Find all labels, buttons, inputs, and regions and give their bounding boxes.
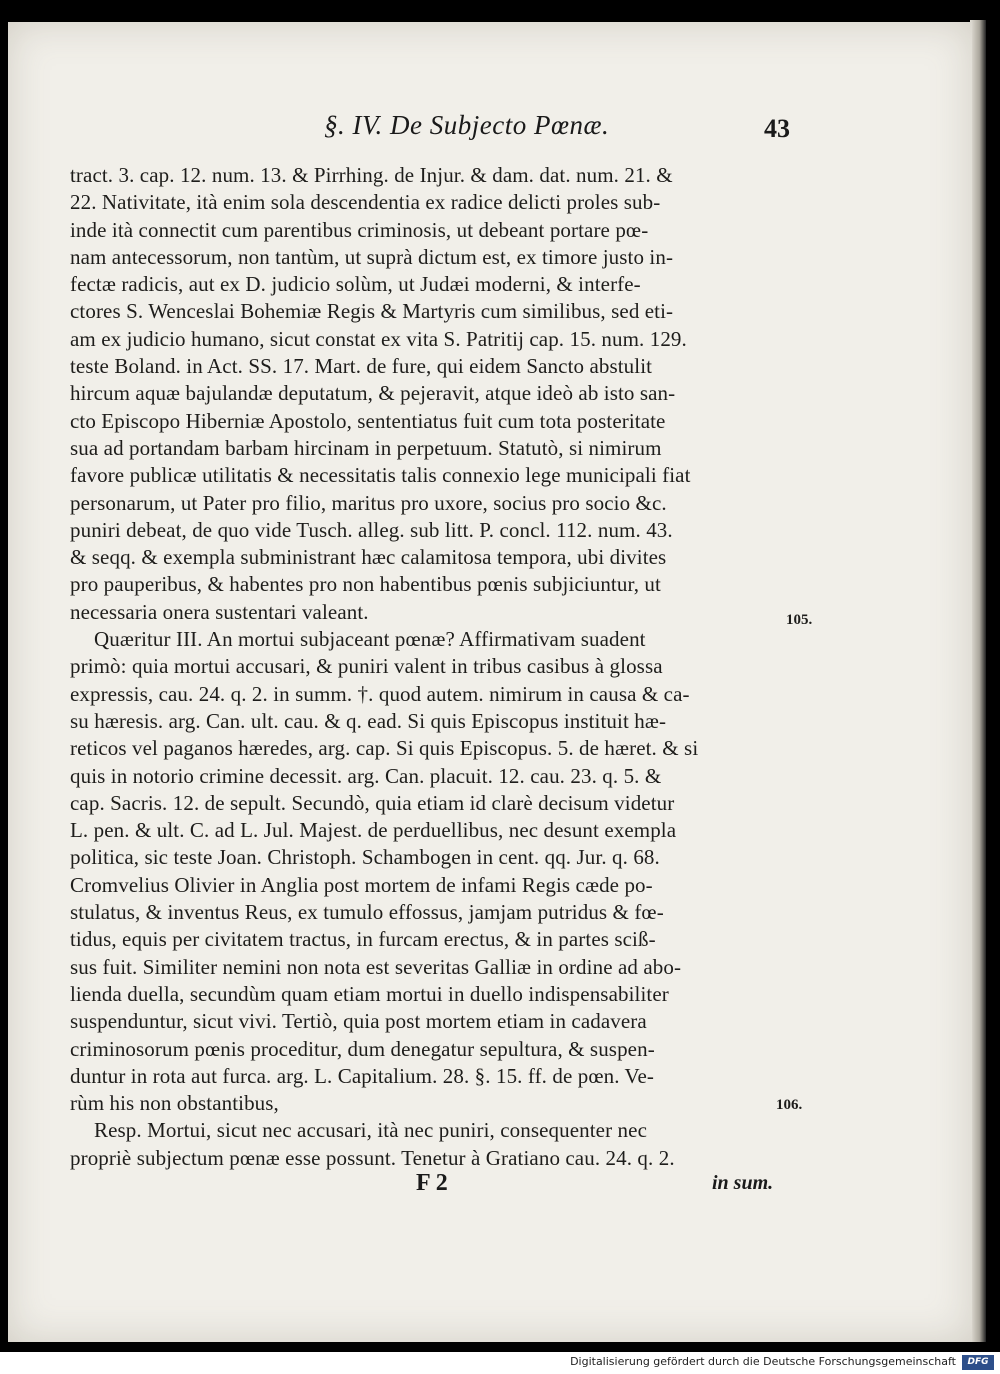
body-text xyxy=(70,162,813,1172)
text-line: tidus, equis per civitatem tractus, in furcam erectus, & in partes sciß- xyxy=(70,927,656,952)
catchword: in sum. xyxy=(712,1172,774,1194)
text-line: 22. Nativitate, ità enim sola descendentia ex radice delicti proles sub- xyxy=(70,190,661,215)
text-line: lienda duella, secundùm quam etiam mortui in duello indispensabiliter xyxy=(70,981,669,1006)
text-line: rùm his non obstantibus, xyxy=(70,1091,279,1116)
text-line: cto Episcopo Hiberniæ Apostolo, sententiatus fuit cum tota posteritate xyxy=(70,408,666,433)
running-head: §. IV. De Subjecto Pœnæ. xyxy=(324,110,610,140)
text-line: favore publicæ utilitatis & necessitatis talis connexio lege municipali fiat xyxy=(70,463,691,488)
margin-number-105: 105. xyxy=(786,612,813,628)
text-line: inde ità connectit cum parentibus criminosis, ut debeant portare pœ- xyxy=(70,217,649,242)
text-line: & seqq. & exempla subministrant hæc calamitosa tempora, ubi divites xyxy=(70,545,667,570)
signature-mark: F 2 xyxy=(416,1170,448,1196)
text-line: primò: quia mortui accusari, & puniri valent in tribus casibus à glossa xyxy=(70,654,663,679)
text-line: reticos vel paganos hæredes, arg. cap. Si quis Episcopus. 5. de hæret. & si xyxy=(70,736,699,761)
text-line: fectæ radicis, aut ex D. judicio solùm, ut Judæi moderni, & interfe- xyxy=(70,272,641,297)
text-line: personarum, ut Pater pro filio, maritus pro uxore, socius pro socio &c. xyxy=(70,490,667,515)
text-line: duntur in rota aut furca. arg. L. Capitalium. 28. §. 15. ff. de pœn. Ve- xyxy=(70,1063,654,1088)
text-line: Cromvelius Olivier in Anglia post mortem de infami Regis cæde po- xyxy=(70,872,653,897)
text-line: ctores S. Wenceslai Bohemiæ Regis & Martyris cum similibus, sed eti- xyxy=(70,299,674,324)
text-line: L. pen. & ult. C. ad L. Jul. Majest. de perduellibus, nec desunt exempla xyxy=(70,818,677,843)
text-line: quis in notorio crimine decessit. arg. Can. placuit. 12. cau. 23. q. 5. & xyxy=(70,763,662,788)
paragraph-start-line: Quæritur III. An mortui subjaceant pœnæ? Affirmativam suadent xyxy=(94,627,646,652)
page-edge xyxy=(970,20,986,1342)
book-page xyxy=(8,22,972,1342)
text-line: propriè subjectum pœnæ esse possunt. Tenetur à Gratiano cau. 24. q. 2. xyxy=(70,1145,675,1170)
text-line: sus fuit. Similiter nemini non nota est severitas Galliæ in ordine ad abo- xyxy=(70,954,682,979)
text-line: expressis, cau. 24. q. 2. in summ. †. quod autem. nimirum in causa & ca- xyxy=(70,681,690,706)
text-line: tract. 3. cap. 12. num. 13. & Pirrhing. de Injur. & dam. dat. num. 21. & xyxy=(70,163,673,187)
text-line: pro pauperibus, & habentes pro non habentibus pœnis subjiciuntur, ut xyxy=(70,572,661,597)
text-line: politica, sic teste Joan. Christoph. Schambogen in cent. qq. Jur. q. 68. xyxy=(70,845,660,870)
text-line: necessaria onera sustentari valeant. xyxy=(70,599,369,624)
dfg-logo: DFG xyxy=(962,1355,994,1370)
text-line: teste Boland. in Act. SS. 17. Mart. de fure, qui eidem Sancto abstulit xyxy=(70,354,653,379)
text-line: criminosorum pœnis proceditur, dum denegatur sepultura, & suspen- xyxy=(70,1036,655,1061)
text-line: stulatus, & inventus Reus, ex tumulo effossus, jamjam putridus & fœ- xyxy=(70,900,664,925)
text-line: nam antecessorum, non tantùm, ut suprà dictum est, ex timore justo in- xyxy=(70,244,674,269)
page-number: 43 xyxy=(764,114,790,143)
paragraph-start-line: Resp. Mortui, sicut nec accusari, ità nec puniri, consequenter nec xyxy=(94,1118,647,1143)
text-line: sua ad portandam barbam hircinam in perpetuum. Statutò, si nimirum xyxy=(70,435,662,460)
text-line: su hæresis. arg. Can. ult. cau. & q. ead. Si quis Episcopus instituit hæ- xyxy=(70,708,667,733)
page-header xyxy=(8,110,972,150)
text-line: cap. Sacris. 12. de sepult. Secundò, quia etiam id clarè decisum videtur xyxy=(70,790,675,815)
text-line: puniri debeat, de quo vide Tusch. alleg. sub litt. P. concl. 112. num. 43. xyxy=(70,517,673,542)
footer-credit: Digitalisierung gefördert durch die Deutsche Forschungsgemeinschaft xyxy=(570,1355,956,1368)
text-line: hircum aquæ bajulandæ deputatum, & pejeravit, atque ideò ab isto san- xyxy=(70,381,676,406)
text-line: suspenduntur, sicut vivi. Tertiò, quia post mortem etiam in cadavera xyxy=(70,1009,647,1034)
footer-bar xyxy=(0,1352,1000,1374)
margin-number-106: 106. xyxy=(776,1097,803,1113)
text-line: am ex judicio humano, sicut constat ex vita S. Patritij cap. 15. num. 129. xyxy=(70,326,687,351)
